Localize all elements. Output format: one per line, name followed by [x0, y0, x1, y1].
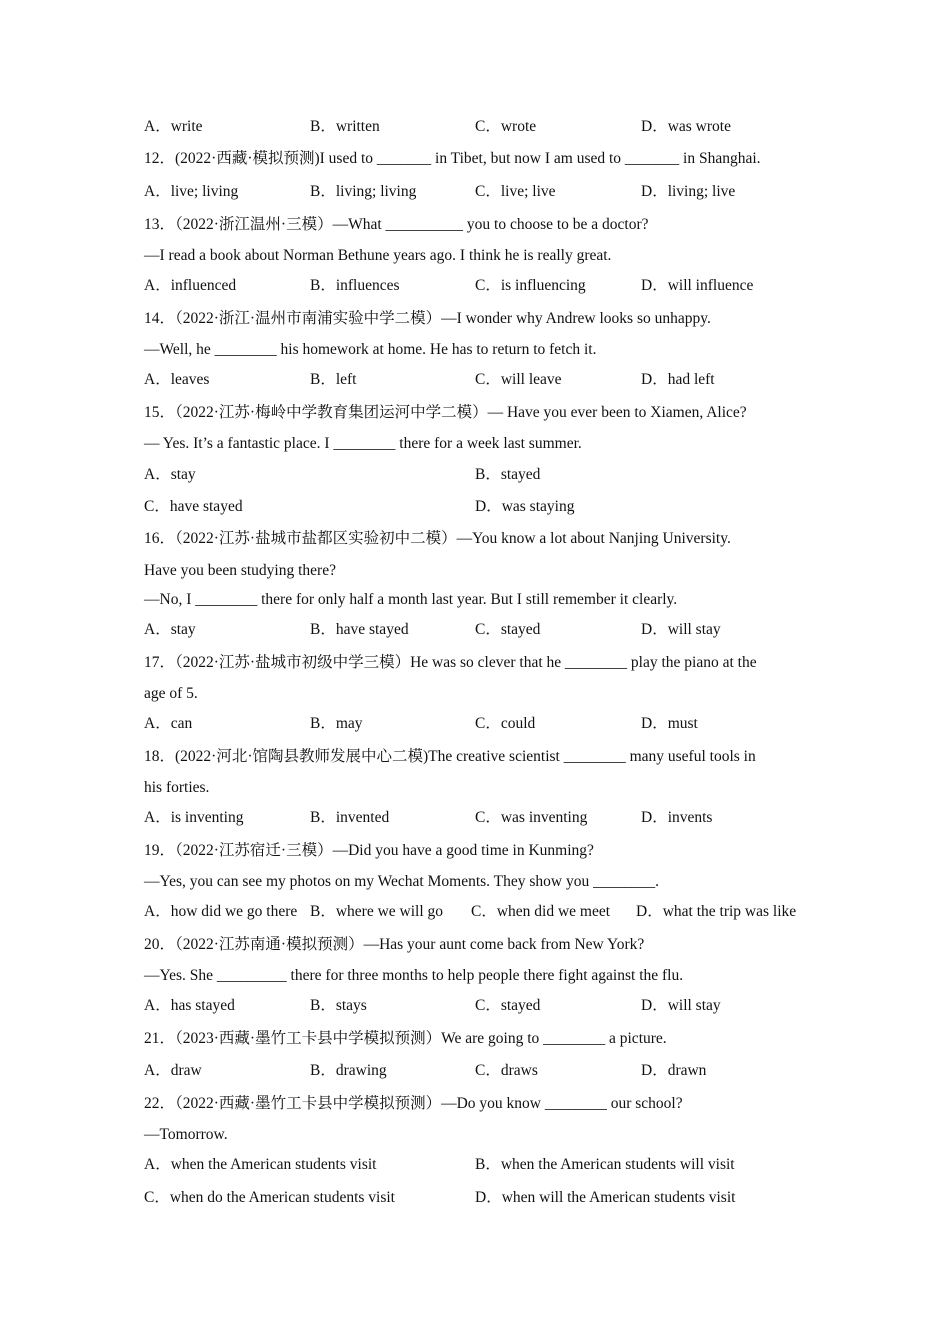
q22-option-a: A．when the American students visit: [144, 1156, 377, 1173]
q20-option-b: B．stays: [310, 997, 367, 1014]
q13-option-c: C．is influencing: [475, 277, 586, 294]
q17-option-c: C．could: [475, 715, 536, 732]
q17-stem-continued: age of 5.: [144, 685, 198, 702]
q13-option-a: A．influenced: [144, 277, 237, 294]
q15-option-a: A．stay: [144, 466, 196, 483]
q22-option-b: B．when the American students will visit: [475, 1156, 735, 1173]
q12-stem: 12．(2022·西藏·模拟预测)I used to _______ in Tibet, but now I am used to _______ in Shanghai.: [144, 150, 761, 167]
q12-option-d: D．living; live: [641, 183, 736, 200]
q15-option-b: B．stayed: [475, 466, 541, 483]
q14-option-c: C．will leave: [475, 371, 562, 388]
q12-option-b: B．living; living: [310, 183, 417, 200]
q22-response: —Tomorrow.: [144, 1126, 228, 1143]
q15-option-c: C．have stayed: [144, 498, 243, 515]
q19-option-a: A．how did we go there: [144, 903, 298, 920]
q14-option-a: A．leaves: [144, 371, 210, 388]
q19-option-d: D．what the trip was like: [636, 903, 797, 920]
q18-option-c: C．was inventing: [475, 809, 588, 826]
q19-option-c: C．when did we meet: [471, 903, 611, 920]
q22-stem: 22．（2022·西藏·墨竹工卡县中学模拟预测）—Do you know ________ our school?: [144, 1095, 683, 1112]
q20-response: —Yes. She _________ there for three months to help people there fight against the flu.: [144, 967, 684, 984]
q11-option-d: D．was wrote: [641, 118, 731, 135]
q20-option-c: C．stayed: [475, 997, 541, 1014]
q19-option-b: B．where we will go: [310, 903, 444, 920]
q18-option-d: D．invents: [641, 809, 713, 826]
q22-option-c: C．when do the American students visit: [144, 1189, 395, 1206]
q19-stem: 19．（2022·江苏宿迁·三模）—Did you have a good time in Kunming?: [144, 842, 594, 859]
q22-option-d: D．when will the American students visit: [475, 1189, 736, 1206]
q11-option-c: C．wrote: [475, 118, 537, 135]
q18-option-a: A．is inventing: [144, 809, 244, 826]
q17-stem: 17．（2022·江苏·盐城市初级中学三模）He was so clever that he ________ play the piano at the: [144, 654, 757, 671]
q14-response: —Well, he ________ his homework at home. He has to return to fetch it.: [144, 341, 597, 358]
q18-option-b: B．invented: [310, 809, 390, 826]
q16-response: —No, I ________ there for only half a month last year. But I still remember it clearly.: [144, 591, 678, 608]
q13-option-d: D．will influence: [641, 277, 754, 294]
q21-stem: 21．（2023·西藏·墨竹工卡县中学模拟预测）We are going to ________ a picture.: [144, 1030, 667, 1047]
q21-option-d: D．drawn: [641, 1062, 707, 1079]
q18-stem-continued: his forties.: [144, 779, 210, 796]
q16-option-d: D．will stay: [641, 621, 721, 638]
q15-option-d: D．was staying: [475, 498, 575, 515]
q17-option-b: B．may: [310, 715, 363, 732]
q12-option-a: A．live; living: [144, 183, 239, 200]
q14-option-d: D．had left: [641, 371, 715, 388]
q13-response: —I read a book about Norman Bethune years ago. I think he is really great.: [144, 247, 612, 264]
q17-option-a: A．can: [144, 715, 193, 732]
q11-option-b: B．written: [310, 118, 380, 135]
q13-option-b: B．influences: [310, 277, 400, 294]
q21-option-b: B．drawing: [310, 1062, 387, 1079]
q16-option-c: C．stayed: [475, 621, 541, 638]
q11-option-a: A．write: [144, 118, 203, 135]
q13-stem: 13．（2022·浙江温州·三模）—What __________ you to choose to be a doctor?: [144, 216, 649, 233]
q12-option-c: C．live; live: [475, 183, 556, 200]
q16-option-b: B．have stayed: [310, 621, 409, 638]
q21-option-c: C．draws: [475, 1062, 538, 1079]
q20-option-a: A．has stayed: [144, 997, 235, 1014]
q16-stem-continued: Have you been studying there?: [144, 562, 336, 579]
q19-response: —Yes, you can see my photos on my Wechat Moments. They show you ________.: [144, 873, 659, 890]
q20-stem: 20．（2022·江苏南通·模拟预测）—Has your aunt come back from New York?: [144, 936, 645, 953]
q18-stem: 18．(2022·河北·馆陶县教师发展中心二模)The creative scientist ________ many useful tools in: [144, 748, 756, 765]
q14-stem: 14．（2022·浙江·温州市南浦实验中学二模）—I wonder why Andrew looks so unhappy.: [144, 310, 711, 327]
q15-stem: 15．（2022·江苏·梅岭中学教育集团运河中学二模）— Have you ever been to Xiamen, Alice?: [144, 404, 747, 421]
q16-option-a: A．stay: [144, 621, 196, 638]
q16-stem: 16．（2022·江苏·盐城市盐都区实验初中二模）—You know a lot about Nanjing University.: [144, 530, 731, 547]
q15-response: — Yes. It’s a fantastic place. I ________ there for a week last summer.: [144, 435, 582, 452]
q20-option-d: D．will stay: [641, 997, 721, 1014]
q17-option-d: D．must: [641, 715, 698, 732]
q21-option-a: A．draw: [144, 1062, 202, 1079]
q14-option-b: B．left: [310, 371, 357, 388]
